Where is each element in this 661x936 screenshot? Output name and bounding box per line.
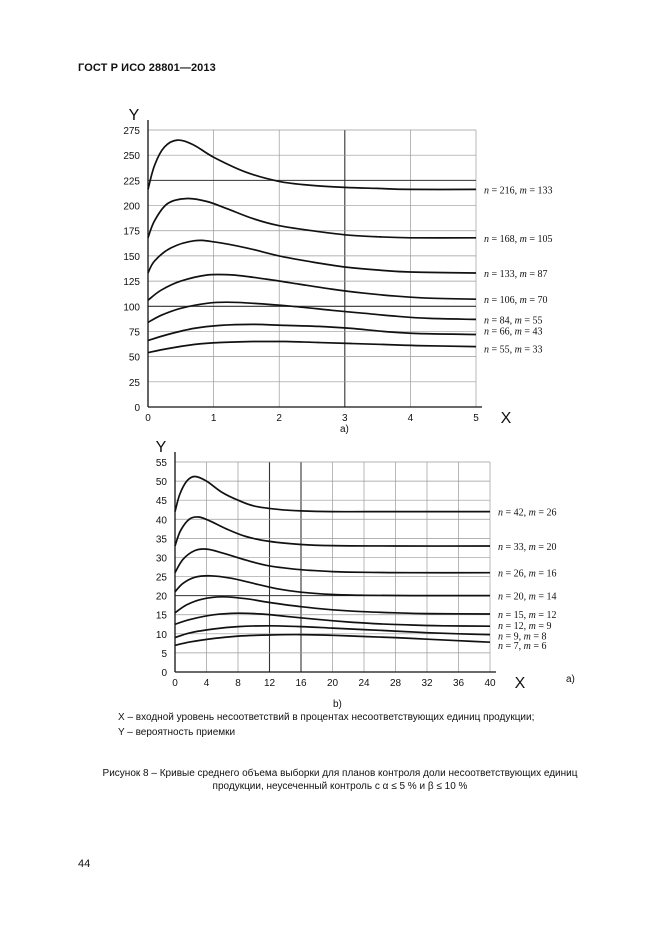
chart-a-series-label-m-value: = 33 — [521, 344, 543, 356]
chart-b-series-label — [498, 641, 547, 652]
chart-a-y-tick-label: 275 — [123, 126, 140, 137]
chart-a-series-label-m-value: = 133 — [526, 185, 553, 197]
chart-a-series-label-n-symbol: n — [484, 315, 489, 327]
chart-a-series-line — [148, 324, 476, 340]
chart-b-series-label-n-value: = 26, — [503, 568, 529, 580]
chart-a-y-tick-label: 150 — [123, 251, 140, 263]
chart-b-subtitle: b) — [333, 699, 342, 710]
chart-b-series-label-m-symbol: m — [528, 568, 536, 580]
chart-b-series-label — [498, 592, 557, 603]
chart-b-y-tick-label: 30 — [155, 553, 167, 565]
chart-a-x-tick-label: 1 — [210, 413, 217, 424]
chart-a-x-tick-label: 0 — [145, 413, 151, 424]
chart-a-series-line — [148, 341, 476, 352]
page-number: 44 — [78, 858, 91, 870]
chart-b-series-label-n-symbol: n — [498, 507, 503, 519]
chart-b-series-label-n-symbol: n — [498, 641, 503, 653]
chart-b-series-label-m-value: = 20 — [535, 542, 557, 553]
chart-a-x-tick-label: 3 — [342, 413, 348, 424]
chart-b-series-label — [498, 569, 557, 580]
chart-b-x-tick-label: 4 — [203, 678, 210, 689]
chart-a-series-label — [484, 345, 543, 356]
chart-b-series-label-m-value: = 14 — [535, 591, 557, 603]
chart-b-series-label-n-value: = 7, — [503, 641, 524, 653]
chart-a-series-label-m-symbol: m — [519, 185, 527, 197]
chart-a-y-tick-label: 200 — [123, 201, 140, 213]
chart-a-y-tick-label: 25 — [128, 377, 140, 389]
chart-b-series-label-n-symbol: n — [498, 609, 503, 621]
chart-a-series-label-n-symbol: n — [484, 269, 489, 281]
chart-a-y-axis-label: Y — [128, 107, 140, 124]
chart-b-series-label-n-value: = 42, — [503, 507, 529, 519]
chart-a-y-tick-label: 225 — [123, 176, 140, 188]
chart-b-series-label — [498, 610, 557, 621]
chart-b-series-label-n-symbol: n — [498, 631, 503, 643]
chart-a — [0, 90, 661, 440]
chart-a-series-label-m-symbol: m — [519, 295, 527, 307]
chart-b-x-tick-label: 16 — [295, 678, 307, 689]
chart-b-series-label — [498, 508, 557, 519]
chart-a-series-label-n-value: = 84, — [489, 315, 515, 327]
chart-a-series-line — [148, 240, 476, 273]
chart-a-series-label-m-value: = 55 — [521, 315, 543, 327]
chart-b-y-tick-label: 10 — [155, 629, 167, 641]
chart-a-series-label-n-value: = 168, — [489, 233, 520, 245]
chart-b-y-tick-label: 25 — [155, 572, 167, 584]
chart-a-series-label-n-value: = 66, — [489, 326, 515, 338]
chart-b-series-label-m-symbol: m — [528, 621, 536, 633]
chart-a-series-label-n-value: = 106, — [489, 295, 520, 307]
chart-b-series-label-n-symbol: n — [498, 591, 503, 603]
chart-a-series-label-m-value: = 105 — [526, 233, 553, 245]
chart-a-series-line — [148, 198, 476, 237]
chart-a-series-label-m-symbol: m — [519, 233, 527, 245]
chart-a-series-label — [484, 185, 553, 196]
chart-b-series-label-m-symbol: m — [523, 631, 531, 643]
chart-b-series-label — [498, 542, 557, 553]
chart-a-x-tick-label: 2 — [276, 413, 282, 424]
chart-b-y-tick-label: 35 — [155, 534, 167, 546]
chart-a-series-label — [484, 234, 553, 245]
chart-b-series-label-n-value: = 20, — [503, 591, 529, 603]
chart-a-series-label — [484, 295, 548, 306]
document-header: ГОСТ Р ИСО 28801—2013 — [78, 62, 216, 74]
chart-b-y-tick-label: 5 — [161, 648, 167, 660]
chart-b-y-tick-label: 55 — [155, 458, 167, 469]
chart-b-y-axis-label: Y — [155, 439, 167, 456]
chart-b-x-tick-label: 40 — [484, 678, 496, 689]
chart-a-subtitle: a) — [340, 424, 349, 435]
chart-b-series-label-m-value: = 9 — [535, 621, 552, 633]
chart-a-y-tick-label: 0 — [134, 403, 140, 414]
chart-a-series-label-m-symbol: m — [514, 315, 522, 327]
chart-a-series-line — [148, 302, 476, 322]
chart-a-series-label-n-symbol: n — [484, 326, 489, 338]
chart-b-series-label-m-symbol: m — [528, 542, 536, 553]
chart-b — [0, 430, 661, 720]
chart-a-series-label — [484, 326, 543, 337]
chart-b-series-label-m-value: = 6 — [530, 641, 547, 653]
chart-b-x-tick-label: 20 — [326, 678, 339, 689]
chart-a-series-label-n-value: = 133, — [489, 269, 520, 281]
chart-b-x-tick-label: 0 — [172, 678, 178, 689]
figure-caption-line1: Рисунок 8 – Кривые среднего объема выборки для планов контроля доли несоответствующих единиц — [102, 768, 578, 779]
chart-b-x-axis-label: X — [514, 675, 526, 692]
chart-b-series-label-m-value: = 16 — [535, 568, 557, 580]
chart-a-series-label-m-symbol: m — [519, 269, 527, 281]
chart-b-y-tick-label: 0 — [161, 668, 167, 679]
chart-b-y-tick-label: 45 — [155, 496, 167, 508]
chart-a-series-label-m-value: = 43 — [521, 326, 543, 338]
chart-b-y-tick-label: 20 — [155, 591, 167, 603]
chart-b-x-tick-label: 8 — [235, 678, 241, 689]
chart-a-x-tick-label: 4 — [407, 413, 414, 424]
chart-b-series-label-m-value: = 12 — [535, 609, 557, 621]
chart-b-series-label-m-value: = 8 — [530, 631, 547, 643]
chart-a-x-tick-label: 5 — [473, 413, 479, 424]
chart-a-series-label — [484, 315, 543, 326]
chart-b-series-label-m-symbol: m — [528, 609, 536, 621]
chart-a-series-label-m-symbol: m — [514, 344, 522, 356]
chart-a-series-label-n-symbol: n — [484, 344, 489, 356]
chart-a-x-axis-label: X — [500, 410, 512, 427]
chart-a-series-label-n-symbol: n — [484, 185, 489, 197]
chart-b-x-tick-label: 12 — [263, 678, 276, 689]
chart-a-y-tick-label: 50 — [128, 352, 140, 364]
chart-b-series-label-m-value: = 26 — [535, 507, 557, 519]
chart-b-series-label-m-symbol: m — [528, 507, 536, 519]
chart-a-y-tick-label: 100 — [123, 302, 140, 314]
chart-b-corner-label: a) — [566, 674, 575, 685]
figure-caption — [60, 767, 620, 793]
chart-b-series-label-n-value: = 9, — [503, 631, 524, 643]
chart-b-x-tick-label: 28 — [389, 678, 402, 689]
chart-b-series-label-n-symbol: n — [498, 568, 503, 580]
chart-b-series-label-m-symbol: m — [523, 641, 531, 653]
chart-b-y-tick-label: 15 — [155, 610, 167, 622]
chart-b-x-tick-label: 32 — [421, 678, 433, 689]
chart-a-y-tick-label: 250 — [123, 151, 140, 163]
chart-b-x-tick-label: 36 — [452, 678, 465, 689]
chart-a-series-label-n-symbol: n — [484, 233, 489, 245]
chart-a-series-line — [148, 274, 476, 300]
chart-b-series-label-n-symbol: n — [498, 542, 503, 553]
chart-a-series-label-n-value: = 55, — [489, 344, 515, 356]
chart-a-series-label-m-value: = 87 — [526, 269, 548, 281]
chart-b-series-label-n-value: = 33, — [503, 542, 529, 553]
chart-b-x-tick-label: 24 — [358, 678, 370, 689]
chart-a-series-label-n-symbol: n — [484, 295, 489, 307]
chart-b-y-tick-label: 40 — [155, 515, 167, 527]
chart-b-series-label — [498, 621, 552, 632]
legend-x-description: X – входной уровень несоответствий в процентах несоответствующих единиц продукции; — [118, 712, 535, 723]
chart-b-series-label-m-symbol: m — [528, 591, 536, 603]
chart-b-series-label-n-symbol: n — [498, 621, 503, 633]
chart-a-y-tick-label: 125 — [123, 277, 140, 289]
chart-a-series-label — [484, 269, 548, 280]
chart-a-y-tick-label: 175 — [123, 226, 140, 238]
figure-caption-line2: продукции, неусеченный контроль с α ≤ 5 % и β ≤ 10 % — [212, 781, 468, 792]
chart-b-y-tick-label: 50 — [155, 477, 167, 489]
chart-a-y-tick-label: 75 — [128, 327, 140, 339]
chart-b-series-label-n-value: = 12, — [503, 621, 529, 633]
chart-a-series-line — [148, 140, 476, 189]
chart-a-series-label-n-value: = 216, — [489, 185, 520, 197]
chart-a-series-label-m-value: = 70 — [526, 295, 548, 307]
legend-y-description: Y – вероятность приемки — [118, 727, 236, 738]
chart-b-series-label-n-value: = 15, — [503, 609, 529, 621]
chart-a-series-label-m-symbol: m — [514, 326, 522, 338]
